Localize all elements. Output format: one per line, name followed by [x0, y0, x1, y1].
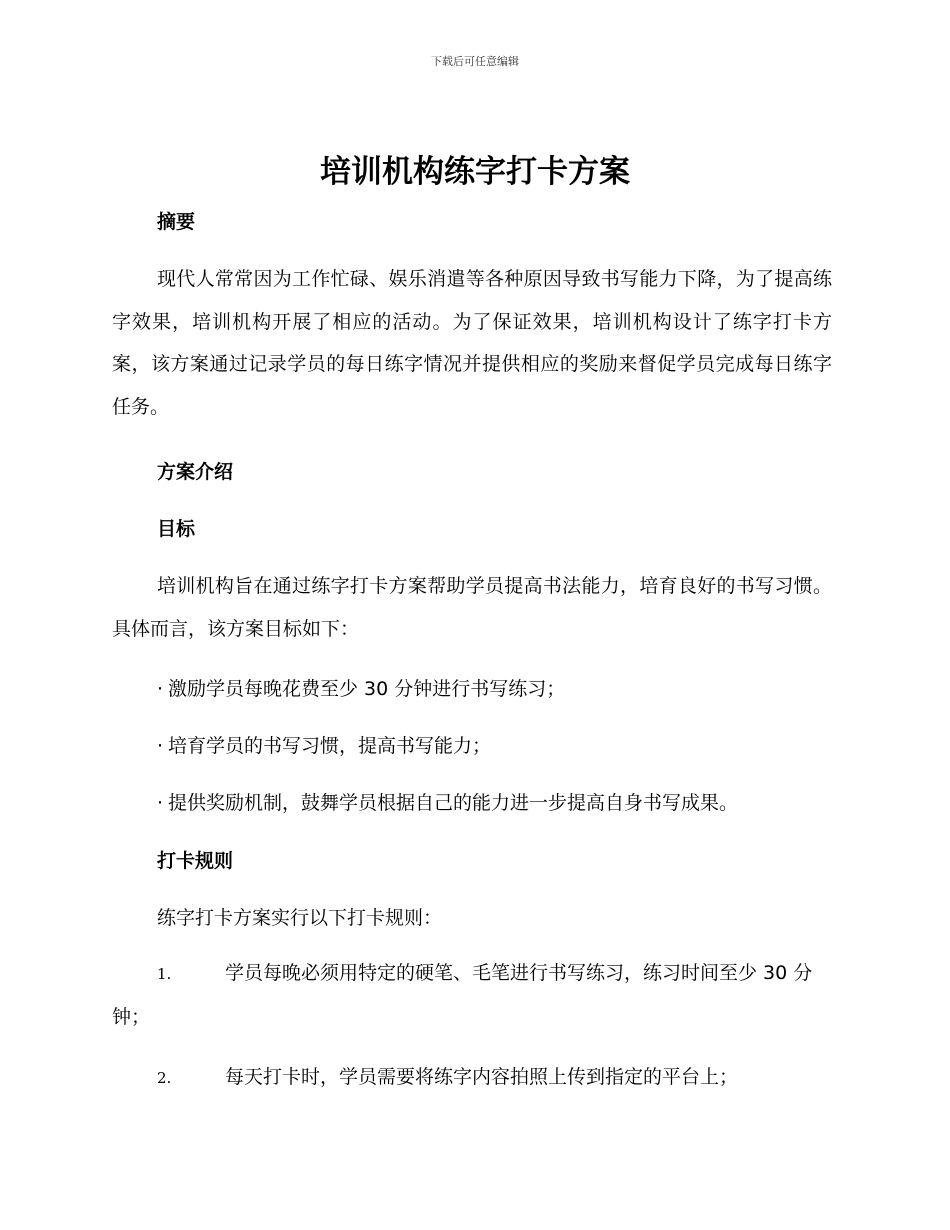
bullet-dot-icon: · [157, 792, 164, 814]
rule-number: 1. [157, 965, 172, 983]
rule-text: 学员每晚必须用特定的硬笔、毛笔进行书写练习，练习时间至少 30 分钟； [112, 962, 813, 1028]
document-title: 培训机构练字打卡方案 [320, 154, 630, 190]
rule-number: 2. [157, 1069, 172, 1087]
rule-text: 每天打卡时，学员需要将练字内容拍照上传到指定的平台上； [225, 1066, 739, 1088]
bullet-dot-icon: · [157, 735, 164, 757]
rules-heading: 打卡规则 [157, 850, 234, 872]
rule-item [112, 1056, 832, 1100]
goal-bullet-item [157, 676, 565, 702]
goal-heading: 目标 [157, 518, 196, 540]
intro-heading: 方案介绍 [157, 461, 234, 483]
goal-bullet-text: 提供奖励机制，鼓舞学员根据自己的能力进一步提高自身书写成果。 [168, 792, 739, 814]
bullet-dot-icon: · [157, 678, 164, 700]
rules-intro: 练字打卡方案实行以下打卡规则： [157, 907, 443, 929]
goal-bullet-item [157, 733, 491, 759]
goal-paragraph: 培训机构旨在通过练字打卡方案帮助学员提高书法能力，培育良好的书写习惯。具体而言，该方案目标如下： [112, 575, 832, 640]
header-note: 下载后可任意编辑 [431, 55, 519, 68]
goal-bullet-text: 培育学员的书写习惯，提高书写能力； [168, 735, 492, 757]
goal-bullet-text: 激励学员每晚花费至少 30 分钟进行书写练习； [168, 678, 566, 700]
rule-item [112, 952, 832, 1038]
goal-bullet-item [157, 790, 738, 816]
abstract-paragraph: 现代人常常因为工作忙碌、娱乐消遣等各种原因导致书写能力下降，为了提高练字效果，培训机构开展了相应的活动。为了保证效果，培训机构设计了练字打卡方案，该方案通过记录学员的每日练字情况并提供相应的奖励来督促学员完成每日练字任务。 [112, 268, 832, 418]
abstract-heading: 摘要 [157, 211, 196, 233]
